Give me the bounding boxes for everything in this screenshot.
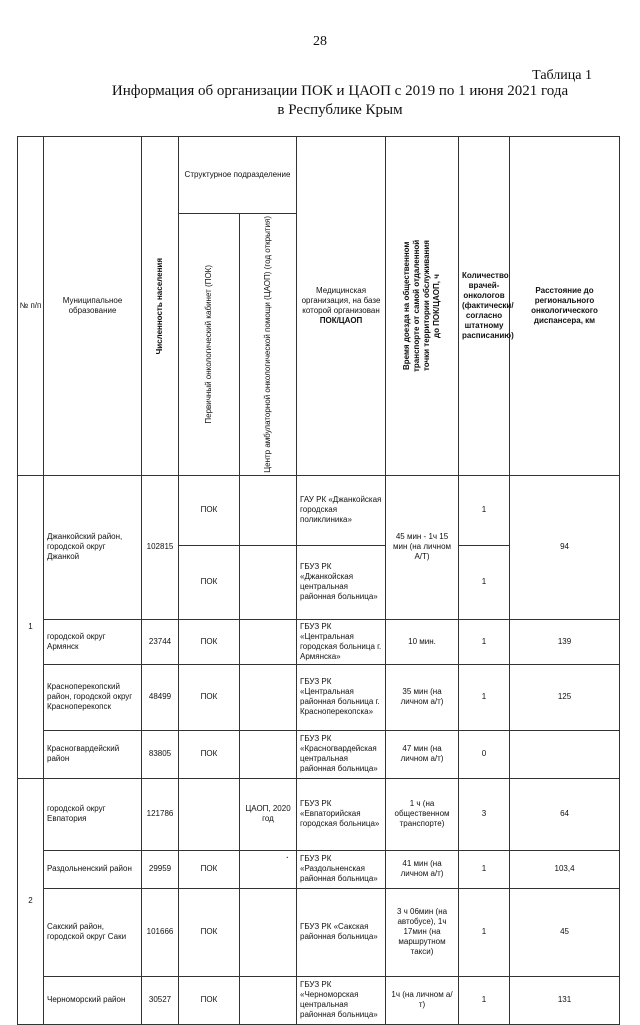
header-organization-bold: ПОК/ЦАОП: [319, 315, 363, 325]
group-num: 2: [18, 778, 44, 1024]
cell-population: 23744: [142, 619, 179, 664]
cell-caop: [240, 545, 297, 619]
cell-doctors: 1: [459, 664, 510, 730]
table-title: [60, 82, 620, 120]
title-line-1: Информация об организации ПОК и ЦАОП с 2019 по 1 июня 2021 года: [111, 83, 569, 99]
cell-distance: 131: [510, 976, 620, 1024]
cell-pok: ПОК: [179, 475, 240, 545]
cell-municipality: городской округ Евпатория: [44, 778, 142, 850]
cell-municipality: Раздольненский район: [44, 850, 142, 888]
cell-caop: [240, 664, 297, 730]
cell-municipality: Красногвардейский район: [44, 730, 142, 778]
table-row: [18, 850, 620, 888]
cell-organization: ГБУЗ РК «Черноморская центральная районная больница»: [297, 976, 386, 1024]
cell-doctors: 1: [459, 850, 510, 888]
cell-doctors: 1: [459, 545, 510, 619]
header-travel-text: Время доезда на общественном транспорте от самой отдаленной точки территории обслуживания до ПОК/ЦАОП, ч: [402, 239, 442, 372]
header-structural: Структурное подразделение: [179, 137, 297, 214]
cell-travel: 35 мин (на личном а/т): [386, 664, 459, 730]
cell-municipality: городской округ Армянск: [44, 619, 142, 664]
cell-travel: 45 мин - 1ч 15 мин (на личном А/Т): [386, 475, 459, 619]
header-municipality: Муниципальное образование: [44, 137, 142, 476]
table-row: [18, 888, 620, 976]
cell-population: 101666: [142, 888, 179, 976]
header-population-text: Численность населения: [155, 257, 164, 355]
header-population: [142, 137, 179, 476]
table-row: [18, 778, 620, 850]
table-row: [18, 619, 620, 664]
cell-municipality: Джанкойский район, городской округ Джанкой: [44, 475, 142, 619]
table-row: [18, 475, 620, 545]
cell-travel: 1 ч (на общественном транспорте): [386, 778, 459, 850]
cell-population: 83805: [142, 730, 179, 778]
cell-caop: [240, 475, 297, 545]
header-organization-text: Медицинская организация, на базе которой организован: [301, 285, 381, 315]
cell-distance: 103,4: [510, 850, 620, 888]
cell-organization: ГБУЗ РК «Сакская районная больница»: [297, 888, 386, 976]
cell-caop: [240, 976, 297, 1024]
cell-caop: [240, 619, 297, 664]
header-num: № п/п: [18, 137, 44, 476]
cell-pok: ПОК: [179, 888, 240, 976]
table-row: [18, 730, 620, 778]
cell-doctors: 1: [459, 619, 510, 664]
header-doctors: Количество врачей-онкологов (фактически/ согласно штатному расписанию): [459, 137, 510, 476]
cell-doctors: 3: [459, 778, 510, 850]
table-row: [18, 976, 620, 1024]
cell-doctors: 1: [459, 475, 510, 545]
cell-population: 102815: [142, 475, 179, 619]
footer-mark: .: [286, 850, 289, 861]
cell-caop: [240, 730, 297, 778]
cell-organization: ГБУЗ РК «Раздольненская районная больница»: [297, 850, 386, 888]
cell-distance: 64: [510, 778, 620, 850]
cell-doctors: 1: [459, 976, 510, 1024]
cell-travel: 1ч (на личном а/т): [386, 976, 459, 1024]
cell-pok: ПОК: [179, 850, 240, 888]
page-number: 28: [313, 34, 327, 49]
header-distance: Расстояние до регионального онкологического диспансера, км: [510, 137, 620, 476]
cell-doctors: 0: [459, 730, 510, 778]
table-row: [18, 664, 620, 730]
title-line-2: в Республике Крым: [277, 102, 403, 118]
table-label: Таблица 1: [532, 68, 592, 83]
cell-organization: ГБУЗ РК «Джанкойская центральная районная больница»: [297, 545, 386, 619]
organizations-table: [17, 136, 620, 1025]
cell-organization: ГБУЗ РК «Красногвардейская центральная районная больница»: [297, 730, 386, 778]
header-organization: [297, 137, 386, 476]
cell-distance: [510, 730, 620, 778]
cell-population: 121786: [142, 778, 179, 850]
cell-doctors: 1: [459, 888, 510, 976]
cell-pok: ПОК: [179, 976, 240, 1024]
cell-travel: 47 мин (на личном а/т): [386, 730, 459, 778]
cell-distance: 139: [510, 619, 620, 664]
cell-travel: 41 мин (на личном а/т): [386, 850, 459, 888]
cell-population: 48499: [142, 664, 179, 730]
cell-travel: 3 ч 06мин (на автобусе), 1ч 17мин (на маршрутном такси): [386, 888, 459, 976]
cell-travel: 10 мин.: [386, 619, 459, 664]
cell-population: 29959: [142, 850, 179, 888]
cell-municipality: Черноморский район: [44, 976, 142, 1024]
cell-caop: ЦАОП, 2020 год: [240, 778, 297, 850]
cell-pok: ПОК: [179, 730, 240, 778]
cell-organization: ГБУЗ РК «Центральная городская больница г. Армянска»: [297, 619, 386, 664]
cell-municipality: Сакский район, городской округ Саки: [44, 888, 142, 976]
header-pok: [179, 214, 240, 476]
cell-municipality: Красноперекопский район, городской округ Красноперекопск: [44, 664, 142, 730]
header-caop: [240, 214, 297, 476]
cell-pok: ПОК: [179, 664, 240, 730]
cell-population: 30527: [142, 976, 179, 1024]
cell-pok: ПОК: [179, 619, 240, 664]
cell-distance: 45: [510, 888, 620, 976]
header-pok-text: Первичный онкологический кабинет (ПОК): [204, 265, 213, 424]
cell-organization: ГБУЗ РК «Центральная районная больница г. Красноперекопска»: [297, 664, 386, 730]
cell-pok: [179, 778, 240, 850]
cell-caop: [240, 888, 297, 976]
cell-distance: 94: [510, 475, 620, 619]
header-travel: [386, 137, 459, 476]
group-num: 1: [18, 475, 44, 778]
cell-distance: 125: [510, 664, 620, 730]
header-caop-text: Центр амбулаторной онкологической помощи (ЦАОП) (год открытия): [263, 216, 272, 473]
cell-organization: ГАУ РК «Джанкойская городская поликлиника»: [297, 475, 386, 545]
cell-organization: ГБУЗ РК «Евпаторийская городская больница»: [297, 778, 386, 850]
cell-pok: ПОК: [179, 545, 240, 619]
